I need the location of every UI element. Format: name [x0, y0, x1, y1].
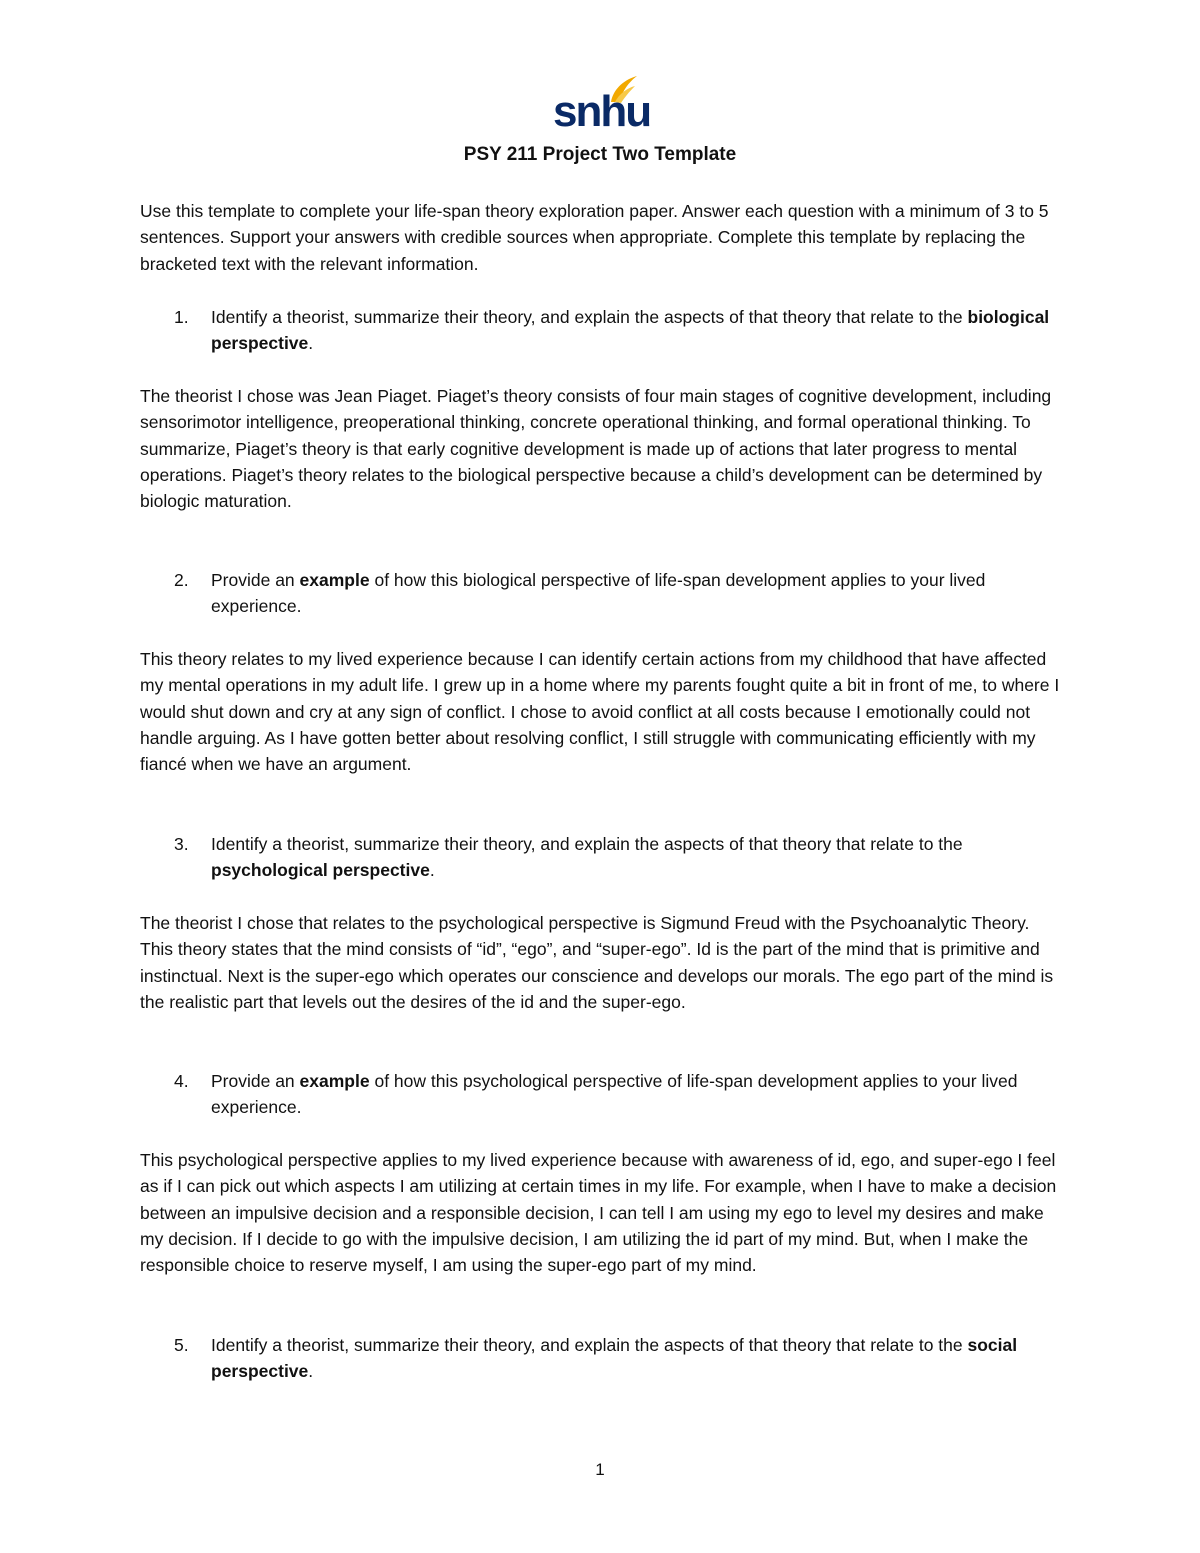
question-text: Identify a theorist, summarize their theory, and explain the aspects of that theory that relate to the social perspective. [211, 1335, 1018, 1382]
question-emphasis: example [299, 570, 370, 590]
question-text: Provide an example of how this biological perspective of life-span development applies to your lived experience. [211, 570, 986, 617]
answer-4: This psychological perspective applies to my lived experience because with awareness of id, ego, and super-ego I feel as if I can pick out which aspects I am utilizing at certain times in my life. For example, when I have to make a decision between an impulsive decision and a responsible decision, I can tell I am using my ego to level my desires and make my decision. If I decide to go with the impulsive decision, I am utilizing the id part of my mind. But, when I make the responsible choice to reserve myself, I am using the super-ego part of my mind. [140, 1150, 1057, 1276]
question-emphasis: example [299, 1071, 370, 1091]
page-number: 1 [595, 1460, 605, 1479]
document-title: PSY 211 Project Two Template [463, 144, 737, 165]
intro-paragraph: Use this template to complete your life-span theory exploration paper. Answer each question with a minimum of 3 to 5 sentences. Support your answers with credible sources when appropriate. Complete this template by replacing the bracketed text with the relevant information. [140, 201, 1049, 274]
question-emphasis: biological perspective [211, 307, 1050, 354]
logo-wordmark: snhu [553, 87, 651, 136]
question-text: Identify a theorist, summarize their theory, and explain the aspects of that theory that relate to the psychological perspective. [211, 834, 963, 881]
answer-3: The theorist I chose that relates to the psychological perspective is Sigmund Freud with the Psychoanalytic Theory. This theory states that the mind consists of “id”, “ego”, and “super-ego”. Id is the part of the mind that is primitive and instinctual. Next is the super-ego which operates our conscience and develops our morals. The ego part of the mind is the realistic part that levels out the desires of the id and the super-ego. [140, 913, 1054, 1012]
question-number: 4. [174, 1071, 189, 1091]
question-emphasis: social perspective [211, 1335, 1018, 1382]
question-number: 2. [174, 570, 189, 590]
answer-1: The theorist I chose was Jean Piaget. Piaget’s theory consists of four main stages of cognitive development, including sensorimotor intelligence, preoperational thinking, concrete operational thinking, and formal operational thinking. To summarize, Piaget’s theory is that early cognitive development is made up of actions that later progress to mental operations. Piaget’s theory relates to the biological perspective because a child’s development can be determined by biologic maturation. [140, 386, 1052, 512]
question-number: 1. [174, 307, 189, 327]
answer-2: This theory relates to my lived experience because I can identify certain actions from my childhood that have affected my mental operations in my adult life. I grew up in a home where my parents fought quite a bit in front of me, to where I would shut down and cry at any sign of conflict. I chose to avoid conflict at all costs because I emotionally could not handle arguing. As I have gotten better about resolving conflict, I still struggle with communicating efficiently with my fiancé when we have an argument. [140, 649, 1060, 775]
question-number: 3. [174, 834, 189, 854]
snhu-logo [553, 72, 651, 136]
question-emphasis: psychological perspective [211, 860, 430, 881]
question-text: Provide an example of how this psychological perspective of life-span development applies to your lived experience. [211, 1071, 1018, 1118]
question-text: Identify a theorist, summarize their theory, and explain the aspects of that theory that relate to the biological perspective. [211, 307, 1050, 354]
question-number: 5. [174, 1335, 189, 1355]
